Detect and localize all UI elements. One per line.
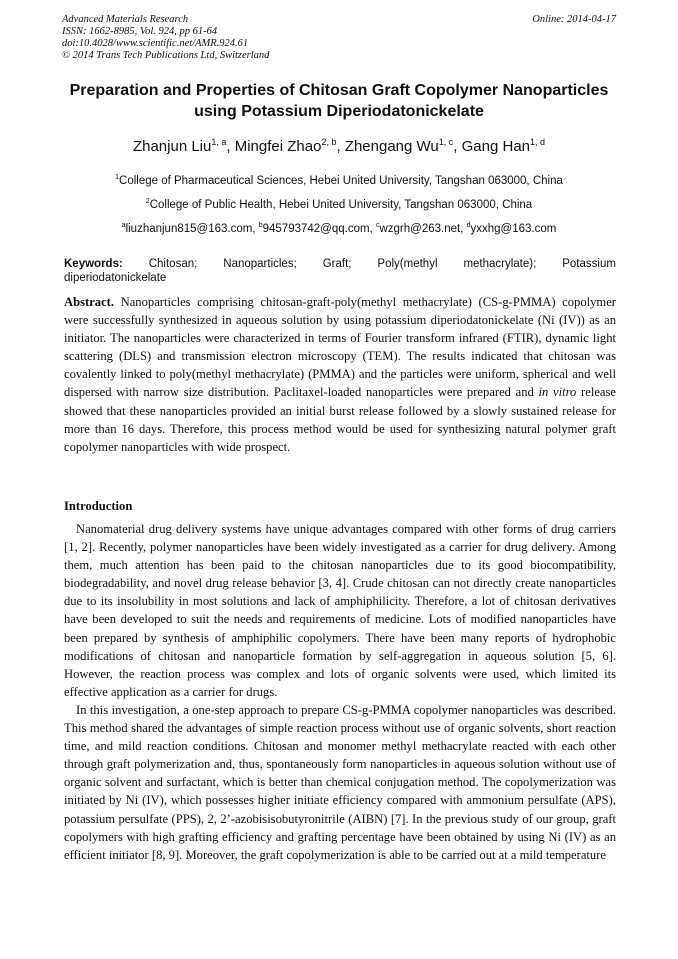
keyword: Chitosan; [148,258,198,270]
email-link[interactable]: wzgrh@263.net [379,223,461,235]
keyword: Nanoparticles; [223,258,297,270]
keyword: Potassium [562,258,616,270]
keywords-label: Keywords: [64,258,123,270]
email-sup: c [375,222,380,229]
author-sup: 1, a [211,137,227,147]
author-name: Mingfei Zhao [234,138,322,155]
section-heading-introduction: Introduction [64,499,133,513]
introduction-body [64,520,616,864]
email-sup: a [121,222,126,229]
affiliation-1 [0,171,678,188]
journal-name: Advanced Materials Research [62,14,189,25]
affiliation-sup: 2 [145,198,150,205]
affiliation-text: College of Pharmaceutical Sciences, Hebei United University, Tangshan 063000, China [119,175,563,187]
author-name: Gang Han [461,138,531,155]
copyright: © 2014 Trans Tech Publications Ltd, Switzerland [62,50,270,61]
keyword: Graft; [322,258,352,270]
affiliation-sup: 1 [115,174,120,181]
author-sup: 1, d [530,137,546,147]
email-list: $^a$liuzhanjun815@163.com, $^b$945793742@qq.com, $^c$wzgrh@263.net, $^d$yxxhg@163.com [121,222,557,235]
abstract-italic: in vitro [538,385,577,400]
paper-title [40,80,638,122]
affiliation-text: College of Public Health, Hebei United University, Tangshan 063000, China [149,199,533,211]
affiliation-2 [0,195,678,212]
keywords-line-1 [64,257,616,271]
author-sup: 2, b [321,137,337,147]
keyword: Poly(methyl [377,258,438,270]
paragraph: In this investigation, a one-step approach to prepare CS-g-PMMA copolymer nanoparticles was described. This method shared the advantages of simple reaction process without use of organic solvents, short reaction time, and mild reaction conditions. Chitosan and monomer methyl methacrylate reacted with each other through graft polymerization and, thus, spontaneously form nanoparticles in aqueous solution without use of organic solvent and surfactant, which is better than chemical conjugation method. The copolymerization was initiated by Ni (IV), which possesses higher initiate efficiency compared with ammonium persulfate (APS), potassium persulfate (PPS), 2, 2’-azobisisobutyronitrile (AIBN) [7]. In the previous study of our group, graft copolymers with high grafting efficiency and grafting percentage have been obtained by using Ni (IV) as an efficient initiator [8, 9]. Moreover, the graft copolymerization is able to be carried out at a mild temperature [64,702,616,862]
email-link[interactable]: 945793742@qq.com [262,223,370,235]
title-line-2: using Potassium Diperiodatonickelate [194,103,484,120]
author-list: Zhanjun Liu$^{1, a}$, Mingfei Zhao$^{2, b}$, Zhengang Wu$^{1, c}$, Gang Han$^{1, d}$ [132,137,546,155]
keyword: methacrylate); [463,258,537,270]
abstract-text: Nanoparticles comprising chitosan-graft-poly(methyl methacrylate) (CS-g-PMMA) copolymer were successfully synthesized in aqueous solution by using potassium diperiodatonickelate (Ni (IV)) as an initiator. The nanoparticles were characterized in terms of Fourier transform infrared (FTIR), dynamic light scattering (DLS) and transmission electron microscopy (TEM). The results indicated that chitosan was covalently linked to poly(methyl methacrylate) (PMMA) and the particles were uniform, spherical and well dispersed with narrow size distribution. Paclitaxel-loaded nanoparticles were prepared and [64,295,616,400]
author-sup: 1, c [438,137,454,147]
keywords-section [64,257,616,285]
keyword: diperiodatonickelate [64,272,167,284]
author-name: Zhanjun Liu [132,138,212,155]
online-date: Online: 2014-04-17 [532,14,616,25]
abstract-label: Abstract. [64,295,115,309]
abstract [64,293,616,456]
doi: doi:10.4028/www.scientific.net/AMR.924.61 [62,38,249,49]
email-sup: d [466,222,471,229]
email-link[interactable]: liuzhanjun815@163.com [125,223,253,235]
abstract-text: release showed that these nanoparticles provided an initial burst release followed by a slowly sustained release for more than 16 days. Therefore, this process method would be used for synthesizing natural polymer graft copolymer nanoparticles with wide prospect. [64,385,616,454]
email-link[interactable]: yxxhg@163.com [470,223,557,235]
journal-header [62,14,616,62]
issn: ISSN: 1662-8985, Vol. 924, pp 61-64 [62,26,218,37]
paragraph: Nanomaterial drug delivery systems have unique advantages compared with other forms of drug carriers [1, 2]. Recently, polymer nanoparticles have been widely investigated as a carrier for drug delivery. Among them, much attention has been paid to the chitosan nanoparticles due to its good biocompatibility, biodegradability, and novel drug release behavior [3, 4]. Crude chitosan can not directly create nanoparticles due to its insolubility in most solutions and lack of amphiphilicity. Therefore, a lot of chitosan derivatives have been developed to suit the needs and requirements of medicine. Lots of modified nanoparticles have been prepared by synthesis of amphiphilic copolymers. There have been many reports of hydrophobic modifications of chitosan and nanoparticle formation by self-aggregation in aqueous solution [5, 6]. However, the reaction process was complex and lots of organic solvents were used, which limited its effective application as a carrier for drugs. [64,522,616,699]
title-line-1: Preparation and Properties of Chitosan Graft Copolymer Nanoparticles [69,82,609,99]
author-name: Zhengang Wu [344,138,439,155]
email-sup: b [258,222,263,229]
